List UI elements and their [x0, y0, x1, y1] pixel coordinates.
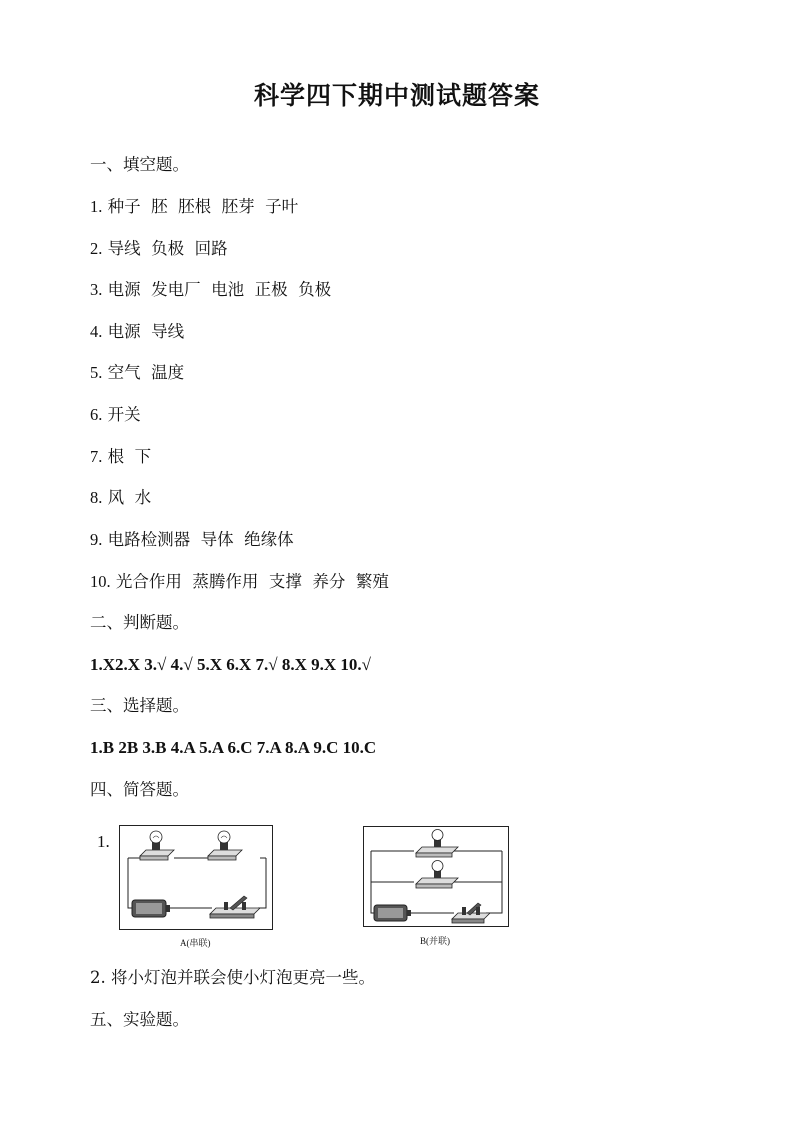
- bulb-icon: [140, 831, 174, 860]
- switch-icon: [210, 896, 260, 918]
- item-text: 电源 导线: [102, 322, 185, 341]
- series-circuit-diagram: [119, 825, 273, 930]
- item-number: 2.: [90, 239, 103, 258]
- short-answer-2: 2. 将小灯泡并联会使小灯泡更亮一些。: [90, 968, 375, 987]
- item-text: 根 下: [102, 447, 152, 466]
- diagram-a-caption: A(串联): [180, 938, 211, 948]
- fill-blank-answer-1: [90, 196, 298, 218]
- item-number: 8.: [90, 488, 103, 507]
- fill-blank-answer-6: [90, 404, 141, 426]
- parallel-circuit-image: [364, 827, 510, 928]
- fill-blank-answer-9: [90, 529, 294, 551]
- question-1-number: 1.: [97, 832, 110, 851]
- bulb-icon: [416, 861, 458, 889]
- item-text: 种子 胚 胚根 胚芽 子叶: [102, 197, 299, 216]
- fill-blank-answer-7: [90, 446, 151, 468]
- item-number: 10.: [90, 572, 111, 591]
- page-title: 科学四下期中测试题答案: [253, 81, 540, 110]
- switch-icon: [452, 903, 490, 923]
- item-number: 1.: [90, 197, 103, 216]
- multiple-choice-answers: 1.B 2B 3.B 4.A 5.A 6.C 7.A 8.A 9.C 10.C: [90, 738, 377, 757]
- fill-blank-answer-3: [90, 279, 331, 301]
- item-number: 5.: [90, 363, 103, 382]
- item-text: 开关: [102, 405, 141, 424]
- fill-blank-answer-10: [90, 571, 389, 593]
- bulb-icon: [416, 830, 458, 858]
- item-text: 电路检测器 导体 绝缘体: [102, 530, 294, 549]
- item-text: 空气 温度: [102, 363, 185, 382]
- item-text: 导线 负极 回路: [102, 239, 228, 258]
- item-number: 4.: [90, 322, 103, 341]
- fill-blank-answer-4: [90, 321, 184, 343]
- item-number: 7.: [90, 447, 103, 466]
- bulb-icon: [208, 831, 242, 860]
- section-2-heading: 二、判断题。: [90, 613, 189, 632]
- item-number: 3.: [90, 280, 103, 299]
- series-circuit-image: [120, 826, 274, 931]
- section-1-heading: 一、填空题。: [90, 155, 189, 174]
- battery-icon: [374, 905, 411, 921]
- battery-icon: [132, 900, 170, 917]
- item-number: 6.: [90, 405, 103, 424]
- fill-blank-answer-5: [90, 362, 184, 384]
- section-5-heading: 五、实验题。: [90, 1010, 189, 1029]
- fill-blank-answer-2: [90, 238, 228, 260]
- diagram-b-caption: B(并联): [420, 936, 450, 946]
- section-4-heading: 四、简答题。: [90, 780, 189, 799]
- item-text: 光合作用 蒸腾作用 支撑 养分 繁殖: [110, 572, 389, 591]
- true-false-answers: 1.X2.X 3.√ 4.√ 5.X 6.X 7.√ 8.X 9.X 10.√: [90, 655, 371, 674]
- item-text: 电源 发电厂 电池 正极 负极: [102, 280, 332, 299]
- item-number: 9.: [90, 530, 103, 549]
- item-text: 风 水: [102, 488, 152, 507]
- fill-blank-answer-8: [90, 487, 151, 509]
- parallel-circuit-diagram: [363, 826, 509, 927]
- section-3-heading: 三、选择题。: [90, 696, 189, 715]
